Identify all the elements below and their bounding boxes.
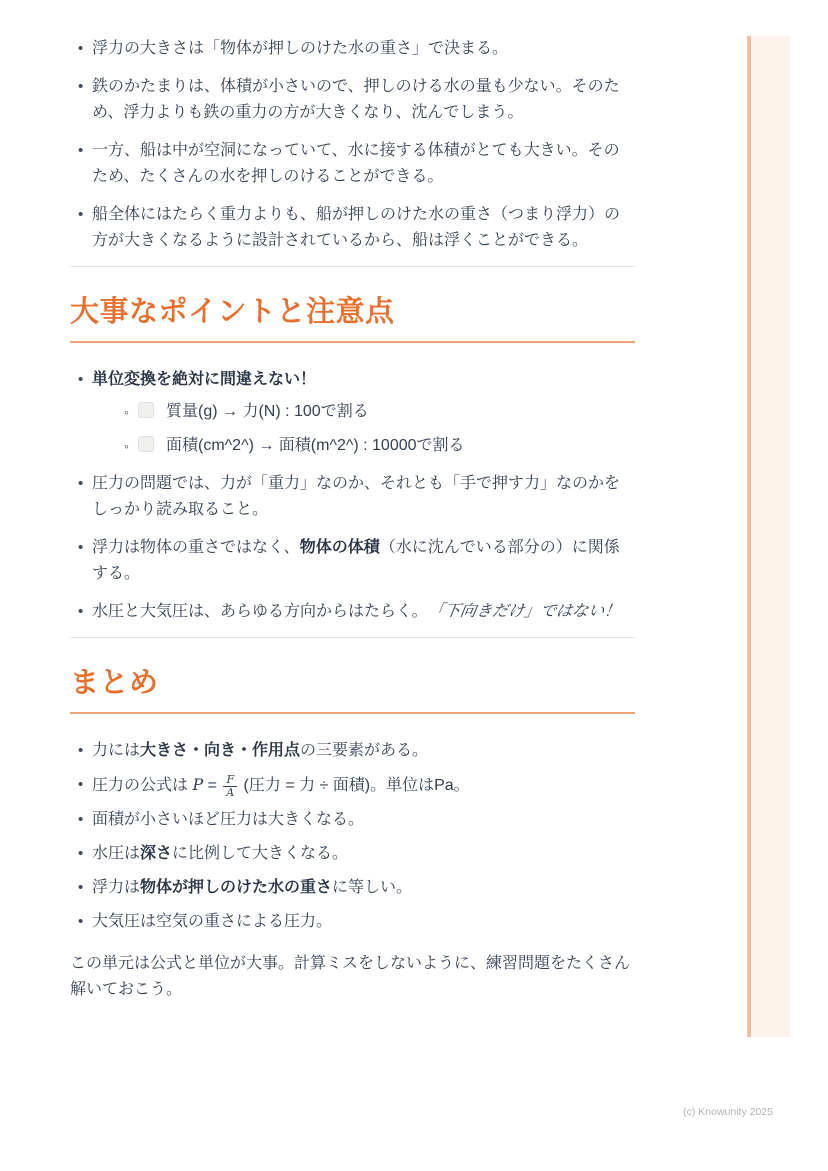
list-item-text-bold: 物体が押しのけた水の重さ (140, 879, 333, 896)
heading-underline (70, 341, 635, 343)
todo-item-text: 質量(g) → 力(N) : 100で割る (166, 403, 369, 420)
page-edge-highlight-band (751, 36, 790, 1037)
math-denominator-A: A (226, 786, 235, 799)
list-item-text: (圧力 = 力 ÷ 面積)。単位はPa。 (239, 777, 470, 794)
list-item-text: 鉄のかたまりは、体積が小さいので、押しのける水の量も少ない。そのため、浮力よりも鉄の重力の方が大きくなり、沈んでしまう。 (92, 78, 620, 121)
list-item-text: 船全体にはたらく重力よりも、船が押しのけた水の重さ（つまり浮力）の方が大きくなるように設計されているから、船は浮くことができる。 (92, 206, 621, 249)
section-heading-points: 大事なポイントと注意点 (70, 296, 395, 328)
list-item (70, 367, 635, 459)
todo-item (116, 433, 635, 459)
list-item-text: に比例して大きくなる。 (172, 845, 349, 862)
closing-paragraph: この単元は公式と単位が大事。計算ミスをしないように、練習問題をたくさん解いておこう。 (70, 955, 631, 998)
section-divider (70, 266, 635, 267)
list-item-text: 水圧と大気圧は、あらゆる方向からはたらく。 (92, 603, 428, 620)
list-item (70, 202, 635, 254)
page-edge-highlight-line (747, 36, 751, 1037)
document-content (70, 36, 635, 1003)
summary-bullet-list (70, 738, 635, 935)
list-item-text: 水圧は (92, 845, 141, 862)
checkbox-unchecked-icon (138, 436, 154, 452)
list-item-text: 一方、船は中が空洞になっていて、水に接する体積がとても大きい。そのため、たくさんの水を押しのけることができる。 (92, 142, 620, 185)
list-item-text: 圧力の公式は (92, 777, 193, 794)
list-item (70, 909, 635, 935)
heading-underline (70, 712, 635, 714)
list-item (70, 599, 635, 625)
todo-sublist (116, 399, 635, 459)
math-variable-P: P (192, 775, 204, 794)
list-item-text-bold: 深さ (140, 845, 173, 862)
math-numerator-F: F (223, 774, 237, 787)
list-item-text: に等しい。 (332, 879, 413, 896)
list-item (70, 138, 635, 190)
list-item (70, 74, 635, 126)
list-item-text: 浮力は物体の重さではなく、 (92, 539, 300, 556)
list-item (70, 772, 635, 799)
points-bullet-list (70, 367, 635, 625)
list-item-text: 圧力の問題では、力が「重力」なのか、それとも「手で押す力」なのかをしっかり読み取ること。 (92, 475, 621, 518)
list-item-text-italic: 「下向きだけ」ではない！ (426, 603, 622, 620)
math-equals: = (203, 777, 222, 794)
list-item-text: 面積が小さいほど圧力は大きくなる。 (92, 811, 365, 828)
list-item-text: （水に沈んでいる部分の）に関係する。 (92, 539, 620, 582)
list-item (70, 36, 635, 62)
list-item (70, 875, 635, 901)
copyright-notice: (c) Knowunity 2025 (683, 1106, 773, 1118)
todo-item-text: 面積(cm^2^) → 面積(m^2^) : 10000で割る (166, 437, 465, 454)
list-item (70, 535, 635, 587)
list-item-text: 浮力の大きさは「物体が押しのけた水の重さ」で決まる。 (92, 40, 509, 57)
list-item (70, 807, 635, 833)
list-item-text-bold: 単位変換を絶対に間違えない！ (92, 371, 317, 388)
list-item-text: の三要素がある。 (300, 742, 429, 759)
list-item-text: 大気圧は空気の重さによる圧力。 (92, 913, 333, 930)
intro-bullet-list (70, 36, 635, 254)
section-divider (70, 637, 635, 638)
list-item (70, 841, 635, 867)
checkbox-unchecked-icon (138, 402, 154, 418)
list-item-text: 浮力は (92, 879, 141, 896)
list-item-text-bold: 大きさ・向き・作用点 (140, 742, 301, 759)
math-fraction (223, 774, 237, 799)
list-item (70, 471, 635, 523)
list-item (70, 738, 635, 764)
todo-item (116, 399, 635, 425)
list-item-text: 力には (92, 742, 141, 759)
list-item-text-bold: 物体の体積 (299, 539, 380, 556)
section-heading-summary: まとめ (70, 667, 159, 699)
